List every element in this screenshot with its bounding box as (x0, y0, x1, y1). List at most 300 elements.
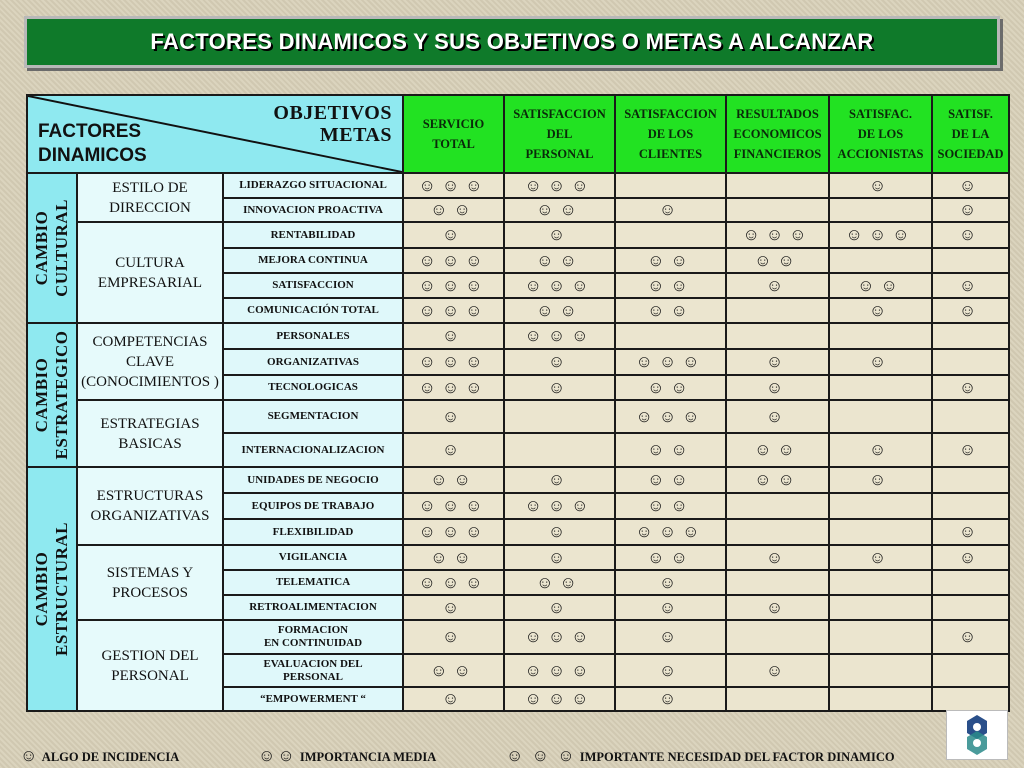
rating-cell (504, 323, 615, 349)
rating-cell (615, 654, 726, 687)
smiley-face-icon: ☺ (958, 175, 983, 195)
smiley-face-icon: ☺ (647, 440, 671, 459)
smiley-face-icon: ☺ (441, 175, 466, 195)
rating-cell (829, 298, 932, 323)
rating-cell (403, 433, 504, 467)
objetivos-text: OBJETIVOS (273, 102, 392, 124)
factor-item-line: “EMPOWERMENT “ (260, 692, 366, 705)
smiley-face-icon: ☺ (765, 275, 790, 295)
rating-cell (615, 433, 726, 467)
rating-cell (932, 298, 1009, 323)
rating-cell (932, 620, 1009, 654)
smiley-face-icon: ☺ (958, 300, 983, 320)
smiley-face-icon: ☺ (441, 406, 466, 426)
column-header-line: CLIENTES (638, 147, 703, 161)
table-row (27, 173, 1009, 198)
smiley-face-icon: ☺ (742, 225, 766, 244)
smiley-face-icon: ☺ (441, 275, 466, 295)
column-header (615, 95, 726, 173)
rating-cell (615, 273, 726, 298)
factor-item (223, 198, 403, 222)
smiley-face-icon: ☺ (670, 547, 694, 567)
rating-cell (829, 248, 932, 273)
factor-subgroup-line: ORGANIZATIVAS (90, 508, 210, 524)
rating-cell (829, 519, 932, 545)
factor-item (223, 349, 403, 375)
rating-cell (504, 173, 615, 198)
column-header-line: DE LOS (857, 127, 904, 141)
smiley-face-icon: ☺ (547, 326, 572, 345)
rating-cell (726, 400, 829, 433)
rating-cell (726, 273, 829, 298)
factor-subgroup-line: COMPETENCIAS (92, 333, 208, 350)
factor-group-line: CAMBIO (32, 357, 51, 433)
rating-cell (932, 375, 1009, 400)
factor-item-line: SATISFACCION (272, 279, 354, 291)
smiley-face-icon: ☺ (524, 496, 548, 515)
table-row (27, 620, 1009, 654)
smiley-face-icon: ☺ (430, 547, 454, 567)
rating-cell (726, 248, 829, 273)
rating-cell (829, 400, 932, 433)
smiley-face-icon: ☺ (418, 522, 442, 541)
factor-item (223, 519, 403, 545)
rating-cell (403, 620, 504, 654)
smiley-face-icon: ☺ (441, 627, 466, 646)
smiley-face-icon: ☺ (658, 572, 683, 592)
rating-cell (829, 222, 932, 248)
smiley-face-icon: ☺ (958, 440, 983, 459)
factor-item (223, 620, 403, 654)
factor-group (27, 467, 77, 711)
smiley-face-icon: ☺ (465, 377, 489, 397)
smiley-face-icon: ☺ (536, 572, 560, 592)
smiley-face-icon: ☺ (441, 496, 466, 515)
factor-group-line: ESTRATEGICO (52, 330, 71, 460)
rating-cell (829, 687, 932, 711)
smiley-face-icon: ☺ (958, 522, 983, 541)
smiley-face-icon: ☺ (441, 597, 466, 617)
factor-item (223, 687, 403, 711)
factor-subgroup-line: ESTILO DE (112, 179, 188, 196)
smiley-face-icon: ☺ (524, 275, 548, 295)
rating-cell (403, 570, 504, 595)
factor-group-line: CAMBIO (32, 210, 51, 286)
smiley-face-icon: ☺ (658, 627, 683, 646)
page-title: FACTORES DINAMICOS Y SUS OBJETIVOS O METAS A ALCANZAR (150, 29, 874, 54)
smiley-face-icon: ☺ (571, 496, 595, 515)
header-row (27, 95, 1009, 173)
factor-item-line: MEJORA CONTINUA (258, 254, 368, 266)
factor-group-line: ESTRUCTURAL (52, 522, 71, 656)
smiley-face-icon: ☺ (868, 225, 893, 244)
rating-cell (932, 248, 1009, 273)
rating-cell (504, 519, 615, 545)
smiley-face-icon: ☺ (559, 250, 583, 270)
rating-cell (829, 595, 932, 620)
rating-cell (504, 222, 615, 248)
smiley-face-icon: ☺ (536, 200, 560, 219)
smiley-face-icon: ☺ (765, 377, 790, 397)
smiley-face-icon: ☺ (670, 496, 694, 515)
rating-cell (615, 349, 726, 375)
rating-cell (615, 519, 726, 545)
rating-cell (615, 323, 726, 349)
smiley-face-icon: ☺ (418, 377, 442, 397)
factor-item (223, 173, 403, 198)
smiley-face-icon: ☺ (571, 627, 595, 646)
legend-high-label: IMPORTANTE NECESIDAD DEL FACTOR DINAMICO (579, 750, 895, 764)
smiley-face-icon: ☺ (958, 200, 983, 219)
rating-cell (726, 493, 829, 519)
factor-subgroup-line: CLAVE (125, 353, 175, 370)
rating-cell (932, 433, 1009, 467)
factor-item (223, 467, 403, 493)
smiley-face-icon: ☺ (430, 660, 454, 680)
column-header-line: DEL (546, 127, 573, 141)
smiley-face-icon: ☺ (418, 175, 442, 195)
factor-item (223, 595, 403, 620)
smiley-face-icon: ☺ (441, 352, 466, 371)
factors-matrix (26, 94, 1010, 712)
factor-subgroup-line: PROCESOS (112, 584, 188, 601)
rating-cell (504, 375, 615, 400)
rating-cell (403, 687, 504, 711)
smiley-face-icon: ☺ (547, 352, 572, 371)
column-header-line: ACCIONISTAS (837, 147, 924, 161)
factor-item (223, 298, 403, 323)
smiley-face-icon: ☺ (559, 300, 583, 320)
rating-cell (504, 595, 615, 620)
smiley-face-icon: ☺ (547, 547, 572, 567)
rating-cell (829, 173, 932, 198)
smiley-face-icon: ☺ (868, 547, 893, 567)
rating-cell (403, 375, 504, 400)
smiley-face-icon: ☺☺ (258, 746, 297, 765)
rating-cell (504, 298, 615, 323)
smiley-face-icon: ☺ (441, 250, 466, 270)
smiley-face-icon: ☺ (465, 275, 489, 295)
rating-cell (403, 222, 504, 248)
factor-item (223, 433, 403, 467)
rating-cell (726, 198, 829, 222)
smiley-face-icon: ☺ (547, 496, 572, 515)
smiley-face-icon: ☺ (868, 300, 893, 320)
column-header-line: ECONOMICOS (733, 127, 822, 141)
smiley-face-icon: ☺ (670, 440, 694, 459)
smiley-face-icon: ☺ (571, 689, 595, 708)
factor-item-line: FORMACION (277, 624, 349, 636)
factor-item-line: SEGMENTACION (267, 410, 359, 422)
table-row (27, 222, 1009, 248)
factor-subgroup (77, 323, 223, 400)
factor-subgroup-line: DIRECCION (109, 199, 191, 216)
smiley-face-icon: ☺ (892, 225, 916, 244)
smiley-face-icon: ☺ (958, 627, 983, 646)
factor-group-label (32, 331, 72, 460)
smiley-face-icon: ☺ (658, 660, 683, 680)
smiley-face-icon: ☺ (20, 746, 40, 765)
smiley-face-icon: ☺ (670, 377, 694, 397)
smiley-face-icon: ☺ (418, 275, 442, 295)
rating-cell (932, 545, 1009, 570)
smiley-face-icon: ☺ (682, 522, 706, 541)
smiley-face-icon: ☺ (647, 496, 671, 515)
smiley-face-icon: ☺ (857, 275, 881, 295)
smiley-face-icon: ☺ (441, 326, 466, 345)
column-header-line: SERVICIO (422, 117, 485, 131)
factor-item-line: TECNOLOGICAS (268, 381, 358, 393)
smiley-face-icon: ☺ (868, 352, 893, 371)
rating-cell (615, 400, 726, 433)
factor-item (223, 248, 403, 273)
factor-subgroup-line: PERSONAL (111, 667, 189, 684)
factor-subgroup-line: ESTRUCTURAS (96, 488, 204, 504)
smiley-face-icon: ☺ (441, 300, 466, 320)
rating-cell (504, 545, 615, 570)
smiley-face-icon: ☺ (670, 275, 694, 295)
smiley-face-icon: ☺ (559, 572, 583, 592)
smiley-face-icon: ☺ (845, 225, 869, 244)
smiley-face-icon: ☺ (682, 406, 706, 426)
smiley-face-icon: ☺ (465, 250, 489, 270)
rating-cell (615, 467, 726, 493)
rating-cell (504, 493, 615, 519)
rating-cell (932, 222, 1009, 248)
factor-item-line: COMUNICACIÓN TOTAL (247, 304, 379, 316)
column-header (403, 95, 504, 173)
smiley-face-icon: ☺ (658, 689, 683, 708)
factor-subgroup (77, 173, 223, 222)
rating-cell (615, 687, 726, 711)
rating-cell (504, 273, 615, 298)
factor-group-label (32, 522, 72, 656)
rating-cell (829, 198, 932, 222)
smiley-face-icon: ☺ (647, 377, 671, 397)
smiley-face-icon: ☺ (670, 250, 694, 270)
rating-cell (504, 349, 615, 375)
legend-high (506, 746, 895, 766)
factor-item (223, 323, 403, 349)
column-header-line: DE LOS (647, 127, 694, 141)
table-row (27, 400, 1009, 433)
rating-cell (403, 298, 504, 323)
factor-group-label (32, 199, 72, 297)
rating-cell (932, 349, 1009, 375)
rating-cell (932, 595, 1009, 620)
smiley-face-icon: ☺ (670, 470, 694, 489)
column-header-line: RESULTADOS (736, 107, 819, 121)
factor-item (223, 222, 403, 248)
smiley-face-icon: ☺ (547, 660, 572, 680)
factor-item (223, 570, 403, 595)
smiley-face-icon: ☺ (754, 250, 778, 270)
rating-cell (504, 198, 615, 222)
smiley-face-icon: ☺ (647, 470, 671, 489)
rating-cell (504, 248, 615, 273)
smiley-face-icon: ☺ (453, 547, 477, 567)
rating-cell (615, 545, 726, 570)
smiley-face-icon: ☺ (571, 175, 595, 195)
smiley-face-icon: ☺ (682, 352, 706, 371)
rating-cell (932, 273, 1009, 298)
smiley-face-icon: ☺ (647, 547, 671, 567)
legend-medium (258, 746, 436, 766)
rating-cell (504, 400, 615, 433)
factor-subgroup (77, 545, 223, 620)
smiley-face-icon: ☺ (754, 440, 778, 459)
rating-cell (829, 545, 932, 570)
smiley-face-icon: ☺ (777, 250, 801, 270)
smiley-face-icon: ☺ (465, 572, 489, 592)
smiley-face-icon: ☺ (765, 597, 790, 617)
smiley-face-icon: ☺ (547, 597, 572, 617)
rating-cell (504, 620, 615, 654)
legend-medium-label: IMPORTANCIA MEDIA (299, 750, 437, 764)
smiley-face-icon: ☺ (430, 200, 454, 219)
factor-item (223, 493, 403, 519)
smiley-face-icon: ☺ (635, 352, 659, 371)
factor-item-line: RETROALIMENTACION (249, 601, 377, 613)
smiley-face-icon: ☺ (547, 627, 572, 646)
smiley-face-icon: ☺ (658, 522, 683, 541)
factor-item-line: PERSONAL (283, 670, 343, 683)
rating-cell (403, 173, 504, 198)
rating-cell (504, 654, 615, 687)
rating-cell (726, 222, 829, 248)
rating-cell (403, 654, 504, 687)
rating-cell (403, 400, 504, 433)
smiley-face-icon: ☺ (418, 300, 442, 320)
smiley-face-icon: ☺ (547, 522, 572, 541)
title-banner (24, 16, 1000, 68)
factor-item (223, 400, 403, 433)
smiley-face-icon: ☺ (547, 377, 572, 397)
rating-cell (726, 570, 829, 595)
factor-group-line: CULTURAL (52, 199, 71, 297)
factor-subgroup (77, 620, 223, 711)
smiley-face-icon: ☺ (658, 597, 683, 617)
smiley-face-icon: ☺ (765, 352, 790, 371)
smiley-face-icon: ☺ (465, 300, 489, 320)
corner-header (27, 95, 403, 173)
smiley-face-icon: ☺ (441, 689, 466, 708)
smiley-face-icon: ☺ (465, 175, 489, 195)
rating-cell (932, 467, 1009, 493)
rating-cell (403, 519, 504, 545)
rating-cell (403, 198, 504, 222)
smiley-face-icon: ☺ (958, 547, 983, 567)
rating-cell (932, 687, 1009, 711)
column-header-line: PERSONAL (525, 147, 594, 161)
rating-cell (829, 570, 932, 595)
column-header (932, 95, 1009, 173)
factor-group (27, 323, 77, 467)
rating-cell (829, 620, 932, 654)
smiley-face-icon: ☺ (647, 300, 671, 320)
smiley-face-icon: ☺ (571, 275, 595, 295)
smiley-face-icon: ☺ (765, 225, 790, 244)
factor-item (223, 654, 403, 687)
factor-item-line: ORGANIZATIVAS (267, 355, 359, 368)
rating-cell (726, 173, 829, 198)
smiley-face-icon: ☺ (547, 175, 572, 195)
rating-cell (726, 654, 829, 687)
rating-cell (615, 248, 726, 273)
rating-cell (615, 375, 726, 400)
column-header-line: SOCIEDAD (937, 147, 1004, 161)
smiley-face-icon: ☺ (453, 200, 477, 219)
rating-cell (615, 198, 726, 222)
legend-low (20, 746, 179, 766)
smiley-face-icon: ☺ (868, 440, 893, 459)
smiley-face-icon: ☺ (524, 175, 548, 195)
rating-cell (726, 323, 829, 349)
rating-cell (726, 375, 829, 400)
factor-subgroup (77, 400, 223, 467)
smiley-face-icon: ☺ (647, 275, 671, 295)
smiley-face-icon: ☺ (418, 250, 442, 270)
factor-subgroup-line: SISTEMAS Y (106, 564, 194, 581)
rating-cell (403, 493, 504, 519)
smiley-face-icon: ☺ (536, 250, 560, 270)
rating-cell (504, 687, 615, 711)
smiley-face-icon: ☺ (658, 352, 683, 371)
smiley-face-icon: ☺ (418, 352, 442, 371)
smiley-face-icon: ☺ (559, 200, 583, 219)
rating-cell (615, 620, 726, 654)
smiley-face-icon: ☺ (524, 326, 548, 345)
smiley-face-icon: ☺ (524, 689, 548, 708)
factor-subgroup-line: (CONOCIMIENTOS ) (81, 373, 219, 390)
factor-item-line: INTERNACIONALIZACION (241, 443, 385, 456)
rating-cell (403, 467, 504, 493)
smiley-face-icon: ☺ (868, 470, 893, 489)
smiley-face-icon: ☺ (754, 470, 778, 489)
smiley-face-icon: ☺ (880, 275, 904, 295)
smiley-face-icon: ☺ (777, 440, 801, 459)
rating-cell (504, 433, 615, 467)
rating-cell (829, 349, 932, 375)
rating-cell (829, 323, 932, 349)
rating-cell (726, 433, 829, 467)
logo-icon (946, 710, 1008, 760)
rating-cell (504, 570, 615, 595)
factor-subgroup-line: CULTURA (115, 254, 185, 271)
smiley-face-icon: ☺ (465, 522, 489, 541)
metas-text: METAS (319, 124, 392, 146)
factor-item-line: EQUIPOS DE TRABAJO (251, 499, 375, 512)
rating-cell (932, 400, 1009, 433)
smiley-face-icon: ☺ (958, 275, 983, 295)
factor-subgroup-line: EMPRESARIAL (97, 274, 203, 291)
rating-cell (403, 248, 504, 273)
smiley-face-icon: ☺ (465, 352, 489, 371)
rating-cell (726, 687, 829, 711)
column-header (829, 95, 932, 173)
smiley-face-icon: ☺ (441, 440, 466, 459)
rating-cell (726, 620, 829, 654)
factor-item (223, 375, 403, 400)
rating-cell (615, 493, 726, 519)
factor-subgroup-line: GESTION DEL (101, 647, 199, 664)
smiley-face-icon: ☺ (441, 572, 466, 592)
factor-item-line: INNOVACION PROACTIVA (243, 203, 383, 216)
smiley-face-icon: ☺ (441, 377, 466, 397)
rating-cell (932, 173, 1009, 198)
smiley-face-icon: ☺ (524, 660, 548, 680)
rating-cell (403, 595, 504, 620)
